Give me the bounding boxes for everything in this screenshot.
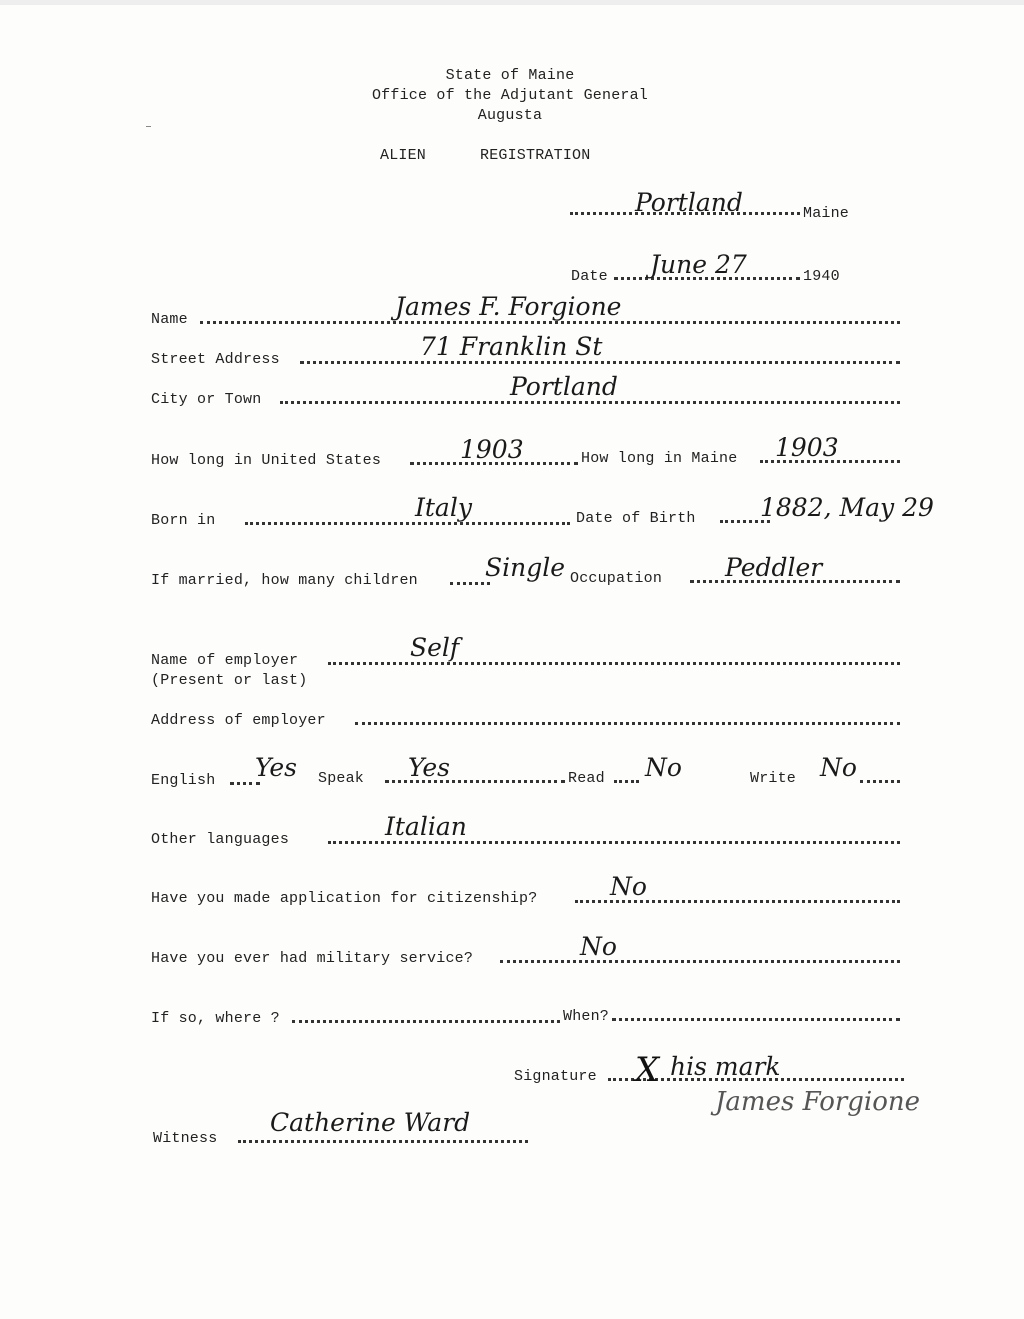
signature-label: Signature <box>514 1068 597 1085</box>
write-dots <box>860 780 900 783</box>
name-label: Name <box>151 311 188 328</box>
witness-label: Witness <box>153 1130 218 1147</box>
how-long-us-label: How long in United States <box>151 452 382 469</box>
children-label: If married, how many children <box>151 572 418 589</box>
english-value: Yes <box>255 753 297 782</box>
read-label: Read <box>568 770 605 787</box>
scan-mark <box>146 126 151 127</box>
employer-label: Name of employer <box>151 652 299 669</box>
signature-mark-x: X <box>635 1050 660 1090</box>
name-dots <box>200 321 900 324</box>
signature-mark-text: his mark <box>670 1052 781 1081</box>
occupation-value: Peddler <box>725 553 823 582</box>
employer-value: Self <box>410 633 460 662</box>
dob-value: 1882, May 29 <box>760 493 934 522</box>
how-long-us-value: 1903 <box>460 435 524 464</box>
speak-label: Speak <box>318 770 365 787</box>
street-label: Street Address <box>151 351 280 368</box>
date-label: Date <box>571 268 608 285</box>
military-label: Have you ever had military service? <box>151 950 474 967</box>
witness-dots <box>238 1140 528 1143</box>
signature-name-note: James Forgione <box>715 1087 921 1117</box>
title-registration: REGISTRATION <box>480 147 591 164</box>
read-dots <box>614 780 639 783</box>
children-value: Single <box>485 553 566 582</box>
dob-label: Date of Birth <box>576 510 696 527</box>
name-value: James F. Forgione <box>395 292 622 321</box>
born-in-dots <box>245 522 570 525</box>
where-dots <box>292 1020 560 1023</box>
witness-value: Catherine Ward <box>270 1108 471 1137</box>
scan-edge <box>0 0 1024 5</box>
employer-address-dots <box>355 722 900 725</box>
header-state: State of Maine <box>445 67 575 84</box>
city-dots <box>280 401 900 404</box>
born-in-label: Born in <box>151 512 216 529</box>
date-value: June 27 <box>650 250 747 279</box>
military-value: No <box>580 932 617 961</box>
place-value: Portland <box>635 188 743 217</box>
write-value: No <box>820 753 857 782</box>
speak-value: Yes <box>408 753 450 782</box>
where-label: If so, where ? <box>151 1010 280 1027</box>
born-in-value: Italy <box>415 493 472 522</box>
when-label: When? <box>563 1008 610 1025</box>
place-state: Maine <box>803 205 850 222</box>
employer-address-label: Address of employer <box>151 712 326 729</box>
how-long-maine-value: 1903 <box>775 433 839 462</box>
other-languages-label: Other languages <box>151 831 290 848</box>
date-year: 1940 <box>803 268 840 285</box>
street-dots <box>300 361 900 364</box>
when-dots <box>612 1018 900 1021</box>
occupation-label: Occupation <box>570 570 663 587</box>
other-languages-value: Italian <box>385 812 467 841</box>
how-long-maine-label: How long in Maine <box>581 450 738 467</box>
street-value: 71 Franklin St <box>420 332 603 361</box>
other-languages-dots <box>328 841 900 844</box>
english-label: English <box>151 772 216 789</box>
header-office: Office of the Adjutant General <box>371 87 649 104</box>
employer-dots <box>328 662 900 665</box>
title-alien: ALIEN <box>380 147 427 164</box>
read-value: No <box>645 753 682 782</box>
citizenship-label: Have you made application for citizenship? <box>151 890 538 907</box>
city-value: Portland <box>510 372 618 401</box>
header-city: Augusta <box>477 107 543 124</box>
english-dots <box>230 782 260 785</box>
children-dots <box>450 582 490 585</box>
military-dots <box>500 960 900 963</box>
write-label: Write <box>750 770 797 787</box>
citizenship-value: No <box>610 872 647 901</box>
employer-sublabel: (Present or last) <box>151 672 308 689</box>
city-label: City or Town <box>151 391 262 408</box>
